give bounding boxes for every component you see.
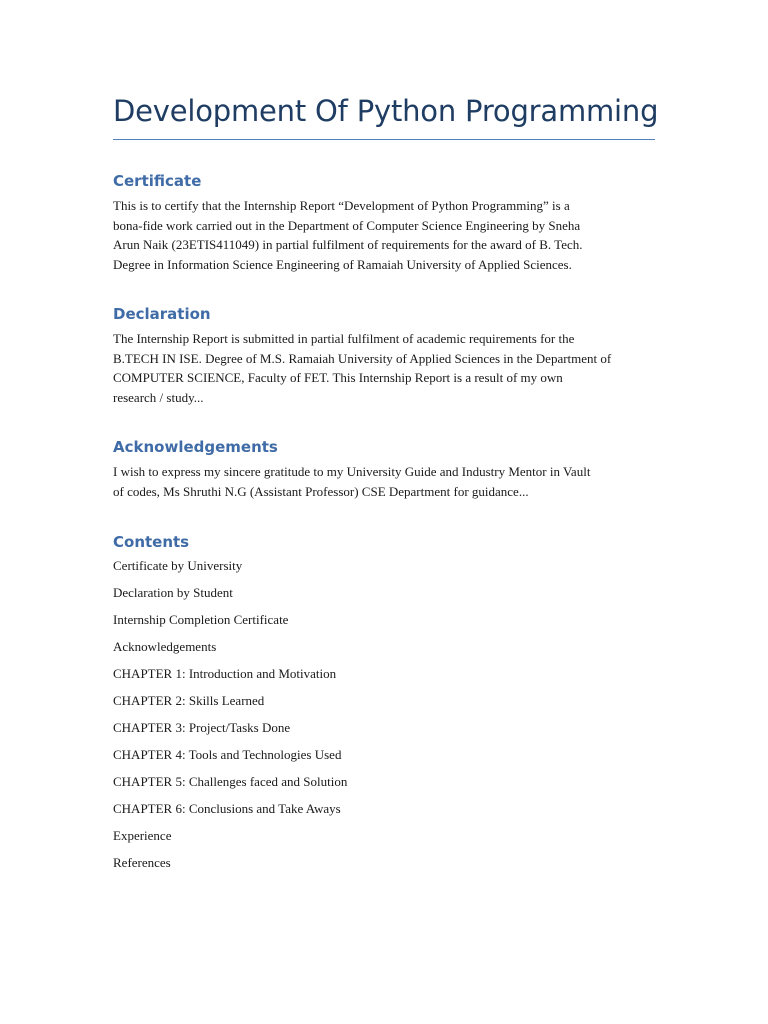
certificate-line: bona-fide work carried out in the Department of Computer Science Engineering by Sneha (113, 217, 581, 233)
certificate-heading: Certificate (113, 172, 202, 190)
contents-item: CHAPTER 5: Challenges faced and Solution (113, 774, 348, 789)
contents-item: CHAPTER 6: Conclusions and Take Aways (113, 801, 341, 816)
acknowledgements-line: of codes, Ms Shruthi N.G (Assistant Professor) CSE Department for guidance... (113, 483, 529, 499)
declaration-line: The Internship Report is submitted in partial fulfilment of academic requirements for the (113, 331, 575, 346)
acknowledgements-paragraph (113, 462, 653, 501)
certificate-line: This is to certify that the Internship Report “Development of Python Programming” is a (113, 198, 570, 213)
contents-item: Declaration by Student (113, 585, 233, 600)
acknowledgements-line: I wish to express my sincere gratitude to my University Guide and Industry Mentor in Vault (113, 464, 591, 479)
contents-item: CHAPTER 3: Project/Tasks Done (113, 720, 291, 735)
acknowledgements-heading: Acknowledgements (113, 438, 278, 456)
title-underline-rule (113, 139, 655, 140)
certificate-paragraph (113, 196, 653, 274)
declaration-line: COMPUTER SCIENCE, Faculty of FET. This Internship Report is a result of my own (113, 370, 563, 385)
contents-list (113, 556, 347, 880)
contents-item: Certificate by University (113, 558, 243, 573)
contents-item: References (113, 855, 171, 870)
contents-heading: Contents (113, 533, 190, 551)
contents-item: Acknowledgements (113, 639, 217, 654)
contents-item: CHAPTER 2: Skills Learned (113, 693, 265, 708)
declaration-paragraph (113, 329, 653, 407)
contents-item: CHAPTER 4: Tools and Technologies Used (113, 747, 342, 762)
contents-item: Internship Completion Certificate (113, 612, 289, 627)
certificate-line: Arun Naik (23ETIS411049) in partial fulfilment of requirements for the award of B. Tech. (113, 237, 583, 252)
certificate-line: Degree in Information Science Engineering of Ramaiah University of Applied Sciences. (113, 256, 572, 272)
contents-item: CHAPTER 1: Introduction and Motivation (113, 666, 337, 681)
document-title: Development Of Python Programming (113, 94, 659, 128)
declaration-line: B.TECH IN ISE. Degree of M.S. Ramaiah University of Applied Sciences in the Department of (113, 350, 612, 366)
declaration-line: research / study... (113, 389, 204, 405)
declaration-heading: Declaration (113, 305, 211, 323)
contents-item: Experience (113, 828, 172, 843)
